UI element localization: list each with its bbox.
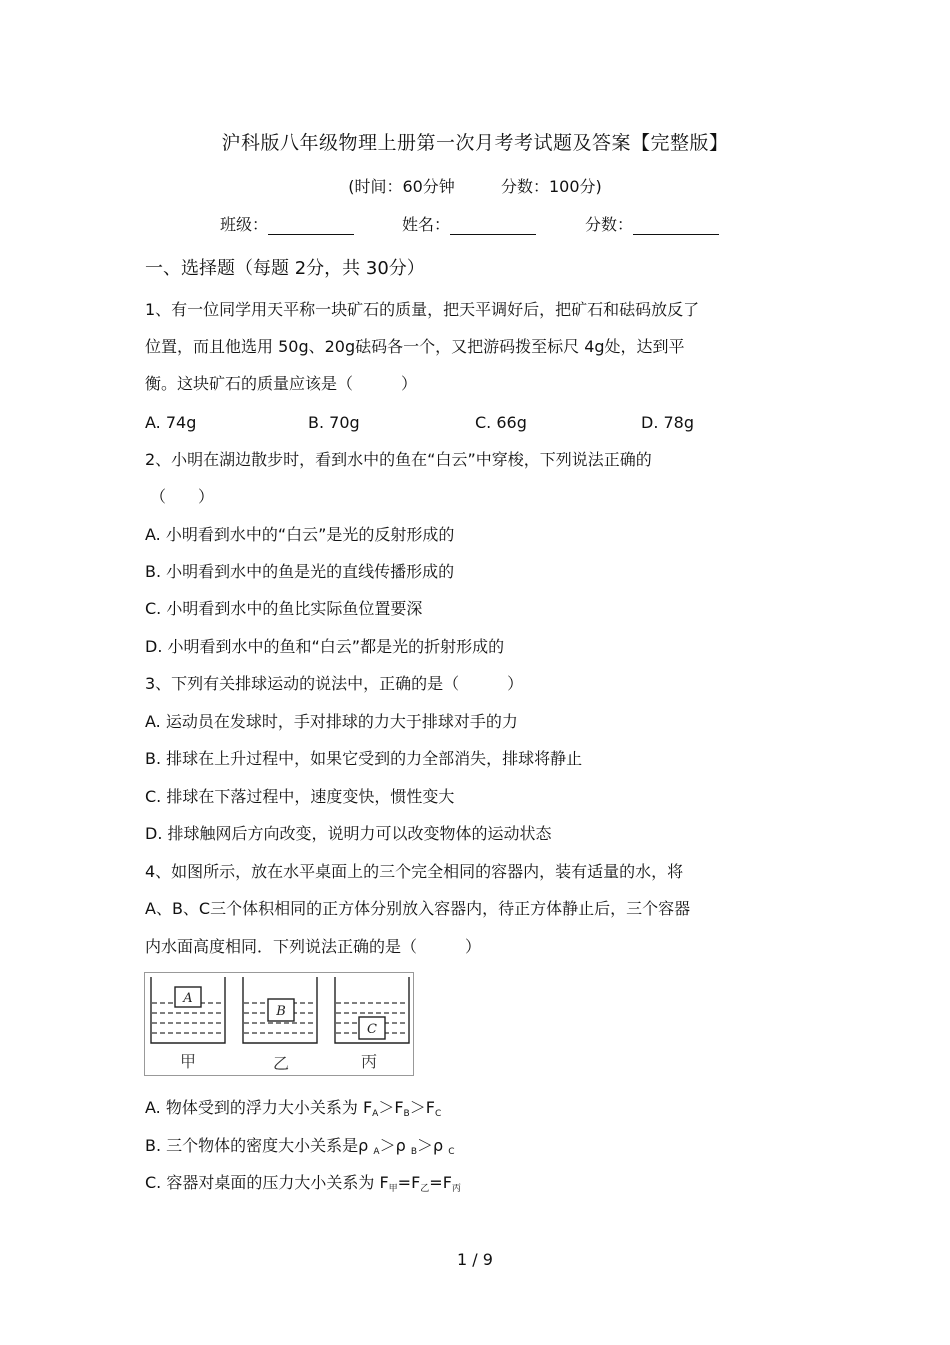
q4-line-1: 4、如图所示，放在水平桌面上的三个完全相同的容器内，装有适量的水，将 [145,862,684,881]
q1-option-b: B. 70g [308,413,360,432]
exam-time: (时间：60分钟 [348,177,455,196]
q1-option-a: A. 74g [145,413,197,432]
q1-line-3: 衡。这块矿石的质量应该是（ ） [145,374,418,393]
container-bing-label: 丙 [360,1052,378,1071]
page-number: 1 / 9 [457,1250,493,1269]
q3-option-b: B. 排球在上升过程中，如果它受到的力全部消失，排球将静止 [145,749,583,768]
container-jia-label: 甲 [179,1052,197,1071]
q3-option-d: D. 排球触网后方向改变，说明力可以改变物体的运动状态 [145,824,552,843]
q4-option-a: A. 物体受到的浮力大小关系为 $F_A>F_B>F_C$ [145,1098,442,1119]
q4-line-2: A、B、C三个体积相同的正方体分别放入容器内，待正方体静止后，三个容器 [145,899,691,918]
q1-option-c: C. 66g [475,413,527,432]
q1-option-d: D. 78g [641,413,695,432]
class-field [220,212,354,235]
q4-line-3: 内水面高度相同．下列说法正确的是（ ） [145,937,482,956]
name-label: 姓名： [402,215,451,234]
q2-option-a: A. 小明看到水中的“白云”是光的反射形成的 [145,525,455,544]
q3-line-1: 3、下列有关排球运动的说法中，正确的是（ ） [145,674,524,693]
score-label: 分数： [585,215,634,234]
q2-line-2: （ ） [150,487,215,506]
name-blank [450,216,536,235]
q2-option-b: B. 小明看到水中的鱼是光的直线传播形成的 [145,562,455,581]
score-field [585,212,719,235]
class-blank [268,216,354,235]
block-b-label: B [276,1004,286,1019]
exam-total-score: 分数：100分) [501,177,602,196]
exam-meta [0,174,950,197]
q1-line-2: 位置，而且他选用 50g、20g砝码各一个，又把游码拨至标尺 4g处，达到平 [145,337,685,356]
block-a-label: A [183,991,193,1006]
class-label: 班级： [220,215,269,234]
q4-option-c: C. 容器对桌面的压力大小关系为 $F_甲=F_乙=F_丙$ [145,1173,461,1194]
block-c-label: C [367,1022,377,1037]
q3-option-a: A. 运动员在发球时，手对排球的力大于排球对手的力 [145,712,518,731]
name-field [402,212,536,235]
containers-figure [144,972,414,1076]
q3-option-c: C. 排球在下落过程中，速度变快，惯性变大 [145,787,455,806]
q2-option-d: D. 小明看到水中的鱼和“白云”都是光的折射形成的 [145,637,505,656]
score-blank [633,216,719,235]
q2-line-1: 2、小明在湖边散步时，看到水中的鱼在“白云”中穿梭，下列说法正确的 [145,450,652,469]
q2-option-c: C. 小明看到水中的鱼比实际鱼位置要深 [145,599,423,618]
document-title: 沪科版八年级物理上册第一次月考考试题及答案【完整版】 [221,132,729,154]
q1-line-1: 1、有一位同学用天平称一块矿石的质量，把天平调好后，把矿石和砝码放反了 [145,300,700,319]
section-heading: 一、选择题（每题 2分，共 30分） [145,258,425,279]
q4-option-b: B. 三个物体的密度大小关系是ρ $_A$＞ρ $_B$＞ρ $_C$ [145,1136,455,1157]
container-yi-label: 乙 [272,1054,290,1073]
